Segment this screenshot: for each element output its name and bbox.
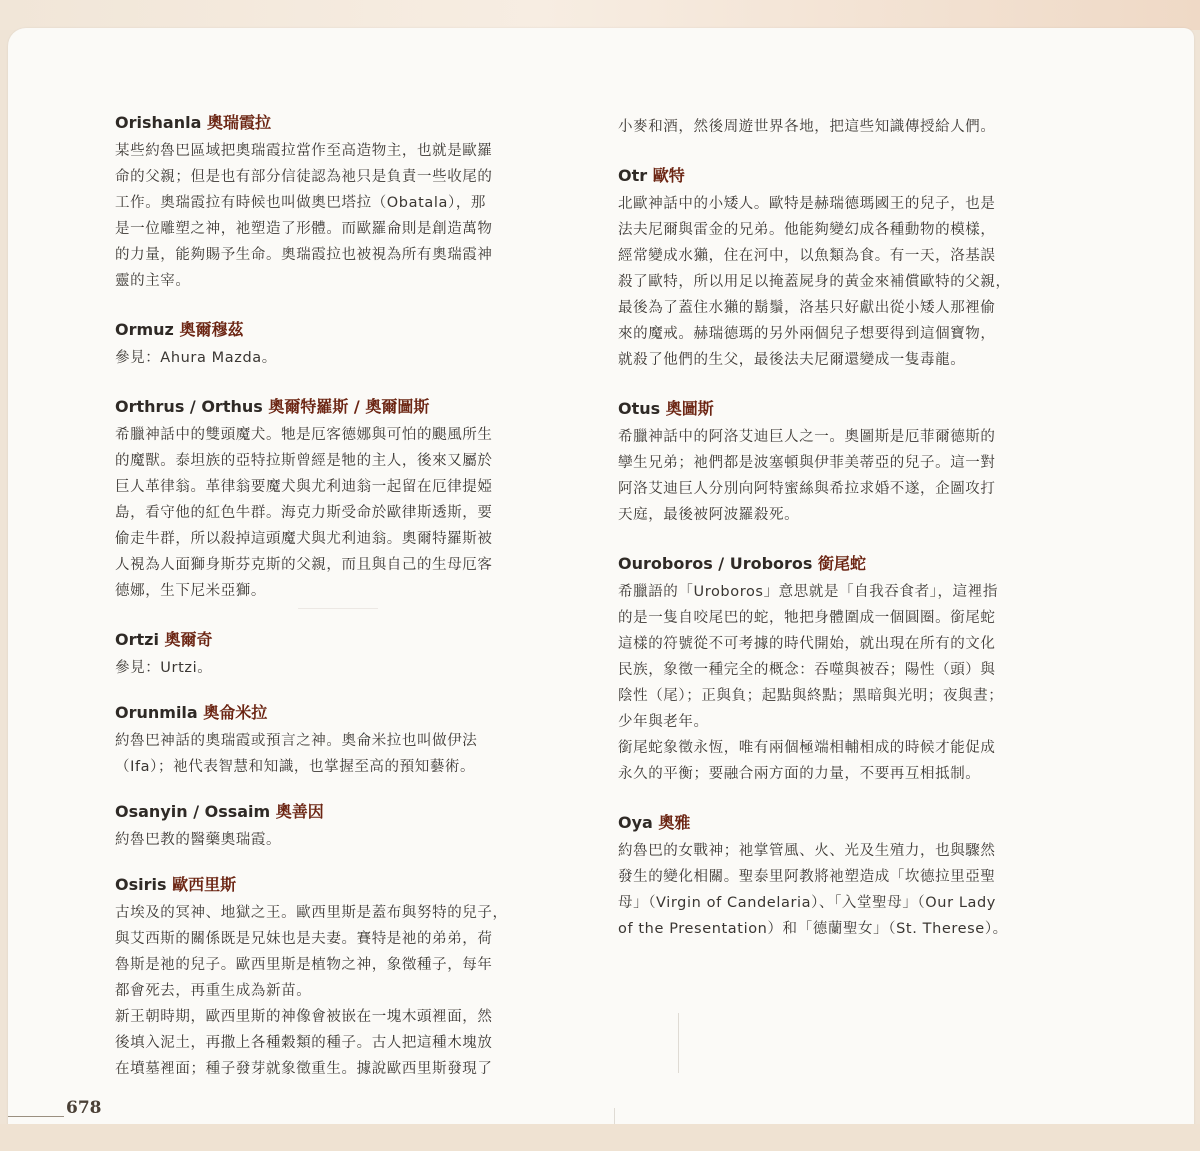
entry-line: 北歐神話中的小矮人。歐特是赫瑞德瑪國王的兒子，也是: [618, 196, 996, 212]
entry-term-zh: 奧雅: [658, 813, 691, 832]
entry-line: 古埃及的冥神、地獄之王。歐西里斯是蓋布與努特的兒子，: [115, 905, 508, 921]
entry-line: 永久的平衡；要融合兩方面的力量，不要再互相抵制。: [618, 766, 981, 782]
entry-term-zh: 奧爾穆茲: [179, 320, 244, 339]
entry-line: 與艾西斯的關係既是兄妹也是夫妻。賽特是祂的弟弟，荷: [115, 931, 493, 947]
entry-heading: [115, 801, 573, 823]
entry-line: 巨人革律翁。革律翁要魔犬與尤利迪翁一起留在厄律提婭: [115, 479, 493, 495]
entry-term-zh: 奧侖米拉: [203, 703, 268, 722]
entry-line: 來的魔戒。赫瑞德瑪的另外兩個兒子想要得到這個寶物，: [618, 326, 996, 342]
entry-term-zh: 奧爾奇: [164, 630, 213, 649]
entry-term-zh: 銜尾蛇: [818, 554, 867, 573]
entry-heading: [115, 629, 573, 651]
entry-term: Orthrus / Orthus: [115, 397, 263, 416]
entry-heading: [618, 165, 1073, 187]
scan-bottom-edge: [0, 1124, 1200, 1151]
entry-otus: [618, 398, 1073, 528]
entry-term-zh: 歐西里斯: [172, 875, 237, 894]
left-column: [115, 112, 573, 1082]
page-number-rule: [8, 1116, 64, 1117]
entry-line: 島，看守他的紅色牛群。海克力斯受命於歐律斯透斯，要: [115, 505, 493, 521]
entry-line: 希臘神話中的雙頭魔犬。牠是厄客德娜與可怕的颶風所生: [115, 427, 493, 443]
entry-term-zh: 奧善因: [275, 802, 324, 821]
entry-line: 陰性（尾）；正與負；起點與終點；黑暗與光明；夜與晝；: [618, 688, 1004, 704]
entry-line: 約魯巴神話的奧瑞霞或預言之神。奧侖米拉也叫做伊法: [115, 733, 478, 749]
entry-line: 的是一隻自咬尾巴的蛇，牠把身體圍成一個圓圈。銜尾蛇: [618, 610, 996, 626]
entry-line: 參見：Ahura Mazda。: [115, 350, 277, 366]
entry-line: 小麥和酒，然後周遊世界各地，把這些知識傳授給人們。: [618, 119, 996, 135]
entry-term: Ouroboros / Uroboros: [618, 554, 813, 573]
entry-line: （Ifa）；祂代表智慧和知識，也掌握至高的預知藝術。: [115, 759, 476, 775]
entry-line: 在墳墓裡面；種子發芽就象徵重生。據說歐西里斯發現了: [115, 1061, 493, 1077]
entry-orishanla: [115, 112, 573, 294]
entry-line: 天庭，最後被阿波羅殺死。: [618, 507, 800, 523]
entry-term-zh: 奧爾特羅斯 / 奧爾圖斯: [268, 397, 430, 416]
entry-line: 靈的主宰。: [115, 273, 191, 289]
entry-ouroboros: [618, 553, 1073, 787]
entry-line: 民族，象徵一種完全的概念：吞噬與被吞；陽性（頭）與: [618, 662, 996, 678]
entry-heading: [115, 396, 573, 418]
entry-line: 這樣的符號從不可考據的時代開始，就出現在所有的文化: [618, 636, 996, 652]
entry-osanyin: [115, 801, 573, 853]
entry-term: Orunmila: [115, 703, 198, 722]
entry-heading: [115, 112, 573, 134]
entry-line: 經常變成水獺，住在河中，以魚類為食。有一天，洛基誤: [618, 248, 996, 264]
entry-term-zh: 歐特: [652, 166, 685, 185]
entry-term: Ortzi: [115, 630, 159, 649]
entry-line: 孿生兄弟；祂們都是波塞頓與伊菲美蒂亞的兒子。這一對: [618, 455, 996, 471]
entry-heading: [115, 874, 573, 896]
page-number: 678: [66, 1098, 102, 1118]
entry-line: 母」（Virgin of Candelaria）、「入堂聖母」（Our Lady: [618, 895, 996, 911]
entry-ortzi: [115, 629, 573, 681]
entry-line: 是一位雕塑之神，祂塑造了形體。而歐羅侖則是創造萬物: [115, 221, 493, 237]
entry-line: 希臘語的「Uroboros」意思就是「自我吞食者」，這裡指: [618, 584, 998, 600]
entry-term: Ormuz: [115, 320, 174, 339]
entry-heading: [618, 398, 1073, 420]
entry-line: 銜尾蛇象徵永恆，唯有兩個極端相輔相成的時候才能促成: [618, 740, 996, 756]
entry-osiris: [115, 874, 573, 1082]
entry-line: 約魯巴教的醫藥奧瑞霞。: [115, 832, 282, 848]
entry-line: 偷走牛群，所以殺掉這頭魔犬與尤利迪翁。奧爾特羅斯被: [115, 531, 493, 547]
entry-term: Oya: [618, 813, 653, 832]
entry-line: 的力量，能夠賜予生命。奧瑞霞拉也被視為所有奧瑞霞神: [115, 247, 493, 263]
entry-line: 少年與老年。: [618, 714, 709, 730]
entry-term: Otr: [618, 166, 648, 185]
scan-top-edge: [0, 0, 1200, 30]
entry-term-zh: 奧瑞霞拉: [206, 113, 271, 132]
entry-line: 法夫尼爾與雷金的兄弟。他能夠變幻成各種動物的模樣，: [618, 222, 996, 238]
scan-smudge: [678, 1013, 679, 1073]
entry-heading: [618, 553, 1073, 575]
entry-term: Osiris: [115, 875, 167, 894]
entry-line: 就殺了他們的生父，最後法夫尼爾還變成一隻毒龍。: [618, 352, 966, 368]
entry-heading: [115, 702, 573, 724]
entry-otr: [618, 165, 1073, 373]
entry-line: 阿洛艾迪巨人分別向阿特蜜絲與希拉求婚不遂，企圖攻打: [618, 481, 996, 497]
entry-line: 命的父親；但是也有部分信徒認為祂只是負責一些收尾的: [115, 169, 493, 185]
entry-line: 都會死去，再重生成為新苗。: [115, 983, 312, 999]
entry-line: 某些約魯巴區域把奧瑞霞拉當作至高造物主，也就是歐羅: [115, 143, 493, 159]
entry-line: 工作。奧瑞霞拉有時候也叫做奧巴塔拉（Obatala），那: [115, 195, 487, 211]
entry-line: 後填入泥土，再撒上各種穀類的種子。古人把這種木塊放: [115, 1035, 493, 1051]
entry-heading: [618, 812, 1073, 834]
entry-ormuz: [115, 319, 573, 371]
entry-line: 最後為了蓋住水獺的鬍鬚，洛基只好獻出從小矮人那裡偷: [618, 300, 996, 316]
entry-term: Osanyin / Ossaim: [115, 802, 271, 821]
entry-line: 參見：Urtzi。: [115, 660, 213, 676]
entry-line: 殺了歐特，所以用足以掩蓋屍身的黃金來補償歐特的父親，: [618, 274, 1011, 290]
entry-term: Orishanla: [115, 113, 202, 132]
entry-line: 的魔獸。泰坦族的亞特拉斯曾經是牠的主人，後來又屬於: [115, 453, 493, 469]
entry-line: of the Presentation）和「德蘭聖女」（St. Therese）。: [618, 921, 1008, 937]
entry-orunmila: [115, 702, 573, 780]
book-page: [8, 28, 1194, 1151]
right-column: [618, 114, 1073, 942]
entry-line: 約魯巴的女戰神；祂掌管風、火、光及生殖力，也與驟然: [618, 843, 996, 859]
entry-line: 新王朝時期，歐西里斯的神像會被嵌在一塊木頭裡面，然: [115, 1009, 493, 1025]
entry-line: 希臘神話中的阿洛艾迪巨人之一。奧圖斯是厄菲爾德斯的: [618, 429, 996, 445]
entry-orthrus: [115, 396, 573, 604]
entry-line: 魯斯是祂的兒子。歐西里斯是植物之神，象徵種子，每年: [115, 957, 493, 973]
entry-line: 發生的變化相關。聖泰里阿教將祂塑造成「坎德拉里亞聖: [618, 869, 996, 885]
continuation-text: [618, 114, 1073, 140]
entry-term: Otus: [618, 399, 661, 418]
scan-smudge: [298, 608, 378, 609]
entry-line: 德娜，生下尼米亞獅。: [115, 583, 266, 599]
entry-term-zh: 奧圖斯: [665, 399, 714, 418]
entry-heading: [115, 319, 573, 341]
entry-oya: [618, 812, 1073, 942]
entry-line: 人視為人面獅身斯芬克斯的父親，而且與自己的生母厄客: [115, 557, 493, 573]
